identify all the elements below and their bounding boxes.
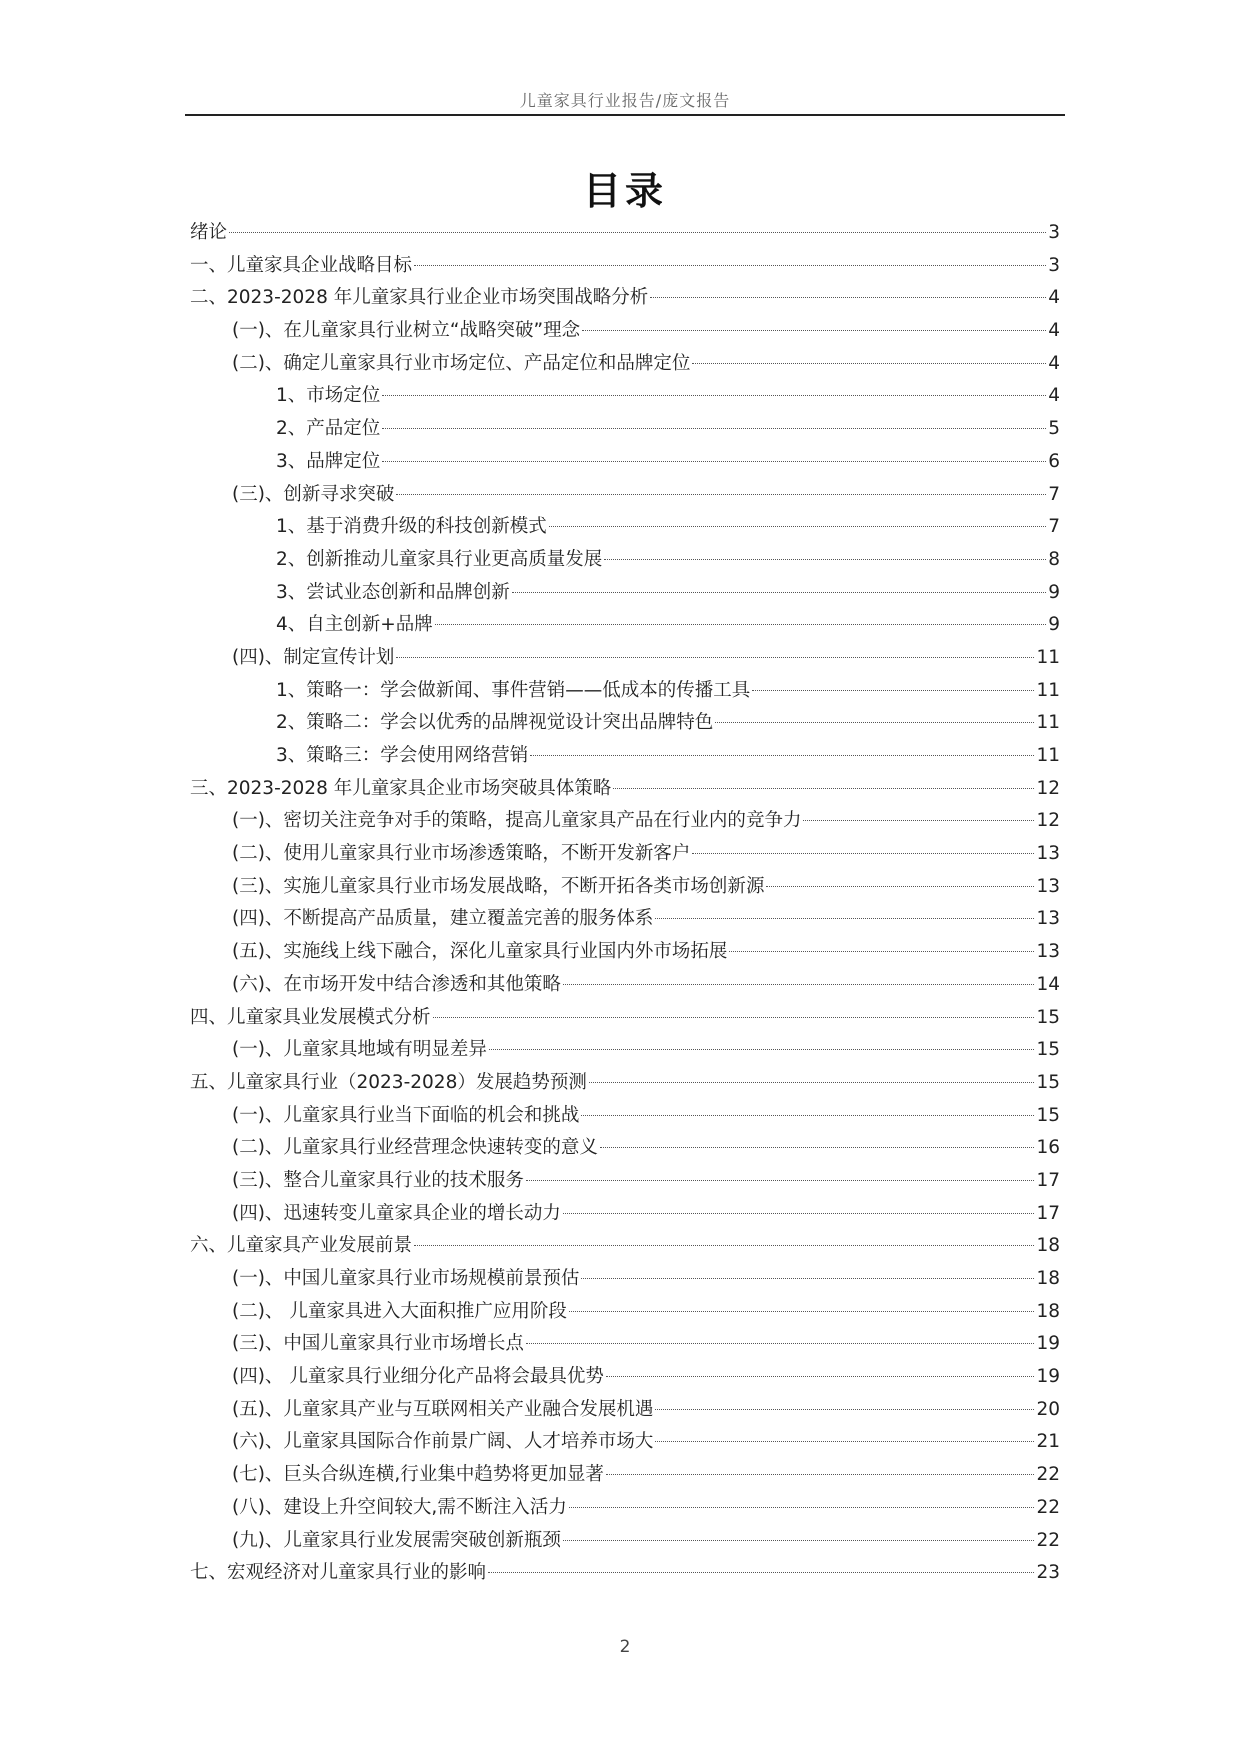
toc-entry-page: 17	[1036, 1202, 1060, 1224]
toc-entry-page: 16	[1036, 1137, 1060, 1159]
toc-entry[interactable]	[190, 1165, 1060, 1198]
toc-dot-leader	[563, 1213, 1035, 1214]
toc-entry-title: (一)、中国儿童家具行业市场规模前景预估	[232, 1268, 580, 1289]
toc-entry-title: 2、创新推动儿童家具行业更高质量发展	[276, 548, 603, 570]
toc-dot-leader	[606, 1376, 1035, 1377]
toc-entry-title: (一)、密切关注竞争对手的策略，提高儿童家具产品在行业内的竞争力	[232, 810, 802, 832]
toc-entry-page: 5	[1048, 418, 1060, 440]
toc-dot-leader	[435, 624, 1046, 625]
toc-entry[interactable]	[190, 805, 1060, 838]
toc-entry-title: (一)、儿童家具行业当下面临的机会和挑战	[232, 1104, 580, 1126]
toc-entry-title: (三)、中国儿童家具行业市场增长点	[232, 1333, 524, 1355]
toc-entry[interactable]	[190, 315, 1060, 348]
toc-entry[interactable]	[190, 1525, 1060, 1558]
toc-dot-leader	[414, 265, 1046, 266]
toc-entry-page: 23	[1036, 1562, 1060, 1584]
toc-entry-page: 21	[1036, 1431, 1060, 1453]
toc-entry[interactable]	[190, 413, 1060, 446]
toc-entry-title: 1、策略一：学会做新闻、事件营销——低成本的传播工具	[276, 679, 751, 701]
toc-entry-title: (九)、儿童家具行业发展需突破创新瓶颈	[232, 1529, 561, 1551]
toc-entry-page: 9	[1048, 581, 1060, 603]
toc-dot-leader	[414, 1245, 1034, 1246]
toc-entry-page: 11	[1036, 745, 1060, 766]
toc-dot-leader	[606, 1474, 1035, 1475]
toc-entry-page: 13	[1036, 875, 1060, 897]
toc-entry-page: 15	[1036, 1104, 1060, 1126]
toc-entry[interactable]	[190, 1230, 1060, 1263]
header-divider	[185, 114, 1065, 116]
toc-entry-page: 12	[1036, 810, 1060, 832]
toc-entry[interactable]	[190, 577, 1060, 610]
toc-entry-page: 4	[1048, 287, 1060, 309]
toc-entry-page: 19	[1036, 1366, 1060, 1388]
toc-entry-title: 3、策略三：学会使用网络营销	[276, 745, 529, 766]
toc-dot-leader	[382, 461, 1046, 462]
toc-entry-page: 9	[1048, 614, 1060, 636]
toc-entry[interactable]	[190, 348, 1060, 381]
toc-entry-page: 4	[1048, 385, 1060, 407]
toc-dot-leader	[563, 1540, 1035, 1541]
toc-entry-page: 13	[1036, 843, 1060, 865]
toc-entry[interactable]	[190, 217, 1060, 250]
toc-entry[interactable]	[190, 1002, 1060, 1035]
toc-entry-title: 三、2023-2028 年儿童家具企业市场突破具体策略	[190, 777, 612, 799]
toc-dot-leader	[650, 297, 1046, 298]
toc-dot-leader	[655, 918, 1034, 919]
toc-entry-title: (四)、 儿童家具行业细分化产品将会最具优势	[232, 1366, 604, 1388]
page-number: 2	[619, 1637, 631, 1657]
toc-entry-page: 18	[1036, 1300, 1060, 1322]
toc-entry[interactable]	[190, 1361, 1060, 1394]
toc-dot-leader	[526, 1343, 1035, 1344]
toc-dot-leader	[752, 690, 1034, 691]
toc-dot-leader	[589, 1082, 1035, 1083]
toc-entry[interactable]	[190, 1198, 1060, 1231]
toc-entry[interactable]	[190, 642, 1060, 675]
toc-entry[interactable]	[190, 380, 1060, 413]
toc-entry[interactable]	[190, 1394, 1060, 1427]
toc-entry[interactable]	[190, 250, 1060, 283]
toc-dot-leader	[729, 951, 1034, 952]
toc-entry[interactable]	[190, 1557, 1060, 1590]
toc-entry[interactable]	[190, 871, 1060, 904]
toc-entry-title: 五、儿童家具行业（2023-2028）发展趋势预测	[190, 1071, 587, 1093]
toc-entry-title: 1、基于消费升级的科技创新模式	[276, 516, 547, 538]
toc-entry-page: 3	[1048, 254, 1060, 276]
toc-entry[interactable]	[190, 936, 1060, 969]
toc-entry-title: (六)、儿童家具国际合作前景广阔、人才培养市场大	[232, 1431, 654, 1453]
toc-dot-leader	[692, 853, 1034, 854]
toc-dot-leader	[489, 1049, 1035, 1050]
toc-entry[interactable]	[190, 969, 1060, 1002]
toc-entry[interactable]	[190, 446, 1060, 479]
toc-dot-leader	[655, 1409, 1034, 1410]
toc-dot-leader	[613, 788, 1034, 789]
toc-entry-page: 20	[1036, 1398, 1060, 1420]
toc-dot-leader	[581, 1278, 1034, 1279]
toc-entry-title: (八)、建设上升空间较大,需不断注入活力	[232, 1496, 567, 1518]
toc-dot-leader	[581, 1115, 1034, 1116]
toc-entry-title: 1、市场定位	[276, 385, 381, 407]
toc-entry-page: 18	[1036, 1268, 1060, 1289]
toc-entry-page: 7	[1048, 483, 1060, 505]
toc-entry[interactable]	[190, 1492, 1060, 1525]
toc-dot-leader	[582, 330, 1046, 331]
toc-dot-leader	[396, 657, 1034, 658]
toc-entry-title: (二)、确定儿童家具行业市场定位、产品定位和品牌定位	[232, 352, 691, 374]
toc-entry-title: (三)、整合儿童家具行业的技术服务	[232, 1169, 524, 1191]
toc-dot-leader	[600, 1147, 1035, 1148]
toc-dot-leader	[382, 395, 1046, 396]
toc-entry-title: (六)、在市场开发中结合渗透和其他策略	[232, 973, 561, 995]
toc-entry[interactable]	[190, 1067, 1060, 1100]
toc-entry-page: 22	[1036, 1529, 1060, 1551]
toc-entry-title: 3、尝试业态创新和品牌创新	[276, 581, 510, 603]
toc-entry[interactable]	[190, 675, 1060, 708]
toc-entry-title: (四)、制定宣传计划	[232, 646, 395, 668]
toc-entry-page: 22	[1036, 1464, 1060, 1486]
toc-dot-leader	[549, 526, 1046, 527]
toc-entry-page: 12	[1036, 777, 1060, 799]
toc-entry-title: (二)、儿童家具行业经营理念快速转变的意义	[232, 1137, 598, 1159]
toc-dot-leader	[569, 1311, 1035, 1312]
toc-entry[interactable]	[190, 838, 1060, 871]
toc-entry-title: (一)、儿童家具地域有明显差异	[232, 1039, 487, 1061]
toc-entry-page: 11	[1036, 679, 1060, 701]
toc-entry-page: 19	[1036, 1333, 1060, 1355]
toc-entry[interactable]	[190, 1034, 1060, 1067]
toc-entry-page: 6	[1048, 450, 1060, 472]
toc-entry[interactable]	[190, 1459, 1060, 1492]
toc-entry-page: 15	[1036, 1071, 1060, 1093]
toc-entry-page: 8	[1048, 548, 1060, 570]
toc-entry-page: 22	[1036, 1496, 1060, 1518]
toc-entry-page: 4	[1048, 320, 1060, 342]
toc-entry[interactable]	[190, 1132, 1060, 1165]
table-of-contents	[190, 217, 1060, 1590]
toc-entry-title: 3、品牌定位	[276, 450, 381, 472]
toc-entry[interactable]	[190, 511, 1060, 544]
toc-entry-title: 四、儿童家具业发展模式分析	[190, 1006, 431, 1028]
toc-dot-leader	[512, 592, 1046, 593]
toc-entry-page: 3	[1048, 222, 1060, 243]
toc-entry-title: (三)、创新寻求突破	[232, 483, 395, 505]
toc-entry-title: (二)、使用儿童家具行业市场渗透策略，不断开发新客户	[232, 843, 691, 865]
toc-entry[interactable]	[190, 1100, 1060, 1133]
toc-entry-title: 4、自主创新+品牌	[276, 614, 433, 636]
page-title: 目录	[582, 169, 667, 213]
toc-entry[interactable]	[190, 1263, 1060, 1296]
toc-entry[interactable]	[190, 609, 1060, 642]
toc-dot-leader	[655, 1441, 1034, 1442]
toc-dot-leader	[229, 232, 1046, 233]
toc-entry[interactable]	[190, 903, 1060, 936]
toc-entry-title: 二、2023-2028 年儿童家具行业企业市场突围战略分析	[190, 287, 649, 309]
toc-entry-page: 13	[1036, 941, 1060, 963]
toc-entry-title: 六、儿童家具产业发展前景	[190, 1235, 413, 1257]
toc-dot-leader	[766, 886, 1034, 887]
toc-dot-leader	[530, 755, 1034, 756]
toc-entry-page: 14	[1036, 973, 1060, 995]
toc-entry-title: (四)、不断提高产品质量，建立覆盖完善的服务体系	[232, 908, 654, 930]
toc-entry[interactable]	[190, 282, 1060, 315]
toc-dot-leader	[569, 1507, 1035, 1508]
toc-entry-title: (三)、实施儿童家具行业市场发展战略，不断开拓各类市场创新源	[232, 875, 765, 897]
toc-dot-leader	[488, 1572, 1034, 1573]
toc-dot-leader	[692, 363, 1046, 364]
toc-dot-leader	[604, 559, 1046, 560]
toc-dot-leader	[715, 722, 1034, 723]
toc-entry[interactable]	[190, 479, 1060, 512]
toc-dot-leader	[396, 494, 1046, 495]
toc-entry-title: 2、产品定位	[276, 418, 381, 440]
toc-entry-page: 11	[1036, 712, 1060, 734]
toc-entry-title: 一、儿童家具企业战略目标	[190, 254, 413, 276]
toc-entry-page: 7	[1048, 516, 1060, 538]
toc-entry-title: (四)、迅速转变儿童家具企业的增长动力	[232, 1202, 561, 1224]
toc-entry-title: 七、宏观经济对儿童家具行业的影响	[190, 1562, 487, 1584]
toc-dot-leader	[803, 820, 1034, 821]
toc-entry[interactable]	[190, 544, 1060, 577]
running-header: 儿童家具行业报告/庞文报告	[519, 91, 731, 110]
toc-entry-title: (七)、巨头合纵连横,行业集中趋势将更加显著	[232, 1464, 604, 1486]
toc-dot-leader	[526, 1180, 1035, 1181]
toc-dot-leader	[382, 428, 1046, 429]
toc-entry[interactable]	[190, 1328, 1060, 1361]
toc-entry-page: 18	[1036, 1235, 1060, 1257]
toc-entry-page: 11	[1036, 646, 1060, 668]
toc-entry[interactable]	[190, 707, 1060, 740]
toc-entry-title: (一)、在儿童家具行业树立“战略突破”理念	[232, 320, 581, 342]
toc-entry-page: 13	[1036, 908, 1060, 930]
toc-entry[interactable]	[190, 773, 1060, 806]
toc-dot-leader	[433, 1017, 1035, 1018]
toc-entry-title: (二)、 儿童家具进入大面积推广应用阶段	[232, 1300, 567, 1322]
toc-dot-leader	[563, 984, 1035, 985]
toc-entry-page: 4	[1048, 352, 1060, 374]
toc-entry-title: 绪论	[190, 222, 228, 243]
toc-entry[interactable]	[190, 1426, 1060, 1459]
toc-entry-page: 17	[1036, 1169, 1060, 1191]
toc-entry[interactable]	[190, 1296, 1060, 1329]
toc-entry-title: (五)、实施线上线下融合，深化儿童家具行业国内外市场拓展	[232, 941, 728, 963]
toc-entry-page: 15	[1036, 1039, 1060, 1061]
toc-entry-title: (五)、儿童家具产业与互联网相关产业融合发展机遇	[232, 1398, 654, 1420]
toc-entry[interactable]	[190, 740, 1060, 773]
toc-entry-title: 2、策略二：学会以优秀的品牌视觉设计突出品牌特色	[276, 712, 714, 734]
toc-entry-page: 15	[1036, 1006, 1060, 1028]
